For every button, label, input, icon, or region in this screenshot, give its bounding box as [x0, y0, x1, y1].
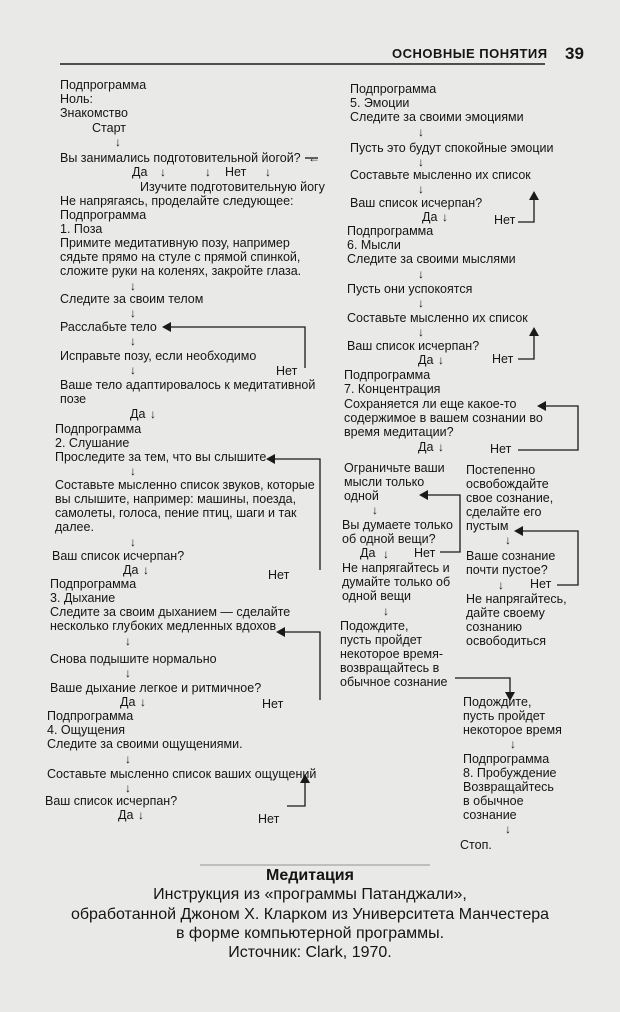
no-label: Нет: [494, 213, 516, 227]
arrow-down: ↓: [130, 363, 136, 377]
arrow-down: ↓: [418, 267, 424, 281]
arrow-down: ↓: [115, 135, 121, 149]
thoughts-watch: Следите за своими мыслями: [347, 252, 516, 266]
yes-label: Да: [118, 808, 134, 822]
arrow-down: ↓: [383, 547, 389, 561]
arrow-down: ↓: [130, 306, 136, 320]
wait-return-5: обычное сознание: [340, 675, 448, 689]
no-label: Нет: [268, 568, 290, 582]
arrow-down: ↓: [138, 808, 144, 822]
breath-question: Ваше дыхание легкое и ритмичное?: [50, 681, 262, 695]
no-label: Нет: [414, 546, 436, 560]
sub5-label: Подпрограмма: [350, 82, 437, 96]
sub8-label: Подпрограмма: [463, 752, 550, 766]
sounds-1: Составьте мысленно список звуков, которые: [55, 478, 315, 492]
sens-watch: Следите за своими ощущениями.: [47, 737, 243, 751]
sub7-label: Подпрограмма: [344, 368, 431, 382]
dont-strain-1: Не напрягайтесь и: [342, 561, 450, 575]
yes-label: Да: [130, 407, 146, 421]
caption-line-2: обработанной Джоном X. Кларком из Университета Манчестера: [70, 906, 550, 923]
arrow-down: ↓: [130, 334, 136, 348]
yes-label: Да: [422, 210, 438, 224]
caption-line-1: Инструкция из «программы Патанджали»,: [153, 886, 467, 903]
yoga-study: Изучите подготовительную йогу: [140, 180, 325, 194]
relax-intro: Не напрягаясь, проделайте следующее:: [60, 194, 294, 208]
let-free-3: сознанию: [466, 620, 523, 634]
sub3-label: Подпрограмма: [50, 577, 137, 591]
caption-line-3: в форме компьютерной программы.: [175, 925, 445, 942]
think-one-1: Вы думаете только: [342, 518, 453, 532]
arrow-down: ↓: [372, 503, 378, 517]
running-header: ОСНОВНЫЕ ПОНЯТИЯ: [392, 46, 548, 61]
arrow-down: ↓: [418, 296, 424, 310]
wait-return-4: возвращайтесь в: [340, 661, 440, 675]
pose-line-2: сядьте прямо на стуле с прямой спинкой,: [60, 250, 301, 264]
sub5-name: 5. Эмоции: [350, 96, 410, 110]
dont-strain-2: думайте только об: [342, 575, 451, 589]
arrow-down: ↓: [510, 737, 516, 751]
arrow-down: ↓: [205, 165, 211, 179]
yes-label: Да: [132, 165, 148, 179]
no-label: Нет: [262, 697, 284, 711]
limit-3: одной: [344, 489, 379, 503]
arrow-down: ↓: [125, 752, 131, 766]
no-label: Нет: [225, 165, 247, 179]
think-one-2: об одной вещи?: [342, 532, 436, 546]
list-done-2: Ваш список исчерпан?: [45, 794, 178, 808]
empty-q-1: Ваше сознание: [466, 549, 556, 563]
sub4-label: Подпрограмма: [47, 709, 134, 723]
thoughts-list-done: Ваш список исчерпан?: [347, 339, 480, 353]
yes-label: Да: [123, 563, 139, 577]
free-4: сделайте его: [466, 505, 542, 519]
body-adapted-1: Ваше тело адаптировалось к медитативной: [60, 378, 316, 392]
stop-label: Стоп.: [460, 838, 492, 852]
arrow-down: ↓: [125, 666, 131, 680]
yes-label: Да: [120, 695, 136, 709]
free-1: Постепенно: [466, 463, 536, 477]
sounds-3: самолеты, голоса, пение птиц, шаги и так: [55, 506, 297, 520]
dont-strain-3: одной вещи: [342, 589, 412, 603]
fix-pose: Исправьте позу, если необходимо: [60, 349, 257, 363]
relax-body: Расслабьте тело: [60, 320, 157, 334]
sens-list: Составьте мысленно список ваших ощущений: [47, 767, 317, 781]
conc-3: время медитации?: [344, 425, 454, 439]
sounds-2: вы слышите, например: машины, поезда,: [55, 492, 297, 506]
arrow-down: ↓: [130, 464, 136, 478]
limit-2: мысли только: [344, 475, 425, 489]
arrow-down: ↓: [438, 440, 444, 454]
breath-1: Следите за своим дыханием — сделайте: [50, 605, 291, 619]
yes-label: Да: [418, 353, 434, 367]
caption-line-4: Источник: Clark, 1970.: [228, 944, 392, 961]
sub2-name: 2. Слушание: [55, 436, 130, 450]
wake-3: сознание: [463, 808, 517, 822]
wait-return-2: пусть пройдет: [340, 633, 423, 647]
limit-1: Ограничьте ваши: [344, 461, 445, 475]
arrow-down: ↓: [438, 353, 444, 367]
arrow-down: ↓: [418, 155, 424, 169]
arrow-down: ↓: [130, 535, 136, 549]
arrow-down: ↓: [442, 210, 448, 224]
wait-return-1: Подождите,: [340, 619, 409, 633]
yoga-question: Вы занимались подготовительной йогой?: [60, 151, 301, 165]
sub1-label: Подпрограмма: [60, 208, 147, 222]
sub0-label: Подпрограмма: [60, 78, 147, 92]
no-label: Нет: [492, 352, 514, 366]
arrow-down: ↓: [505, 822, 511, 836]
sub3-name: 3. Дыхание: [50, 591, 116, 605]
no-label: Нет: [258, 812, 280, 826]
emo-calm: Пусть это будут спокойные эмоции: [350, 141, 554, 155]
empty-q-2: почти пустое?: [466, 563, 548, 577]
emo-list-done: Ваш список исчерпан?: [350, 196, 483, 210]
pose-line-3: сложите руки на коленях, закройте глаза.: [60, 264, 302, 278]
arrow-down: ↓: [418, 325, 424, 339]
pose-line-1: Примите медитативную позу, например: [60, 236, 290, 250]
wait-2: пусть пройдет: [463, 709, 546, 723]
sub6-name: 6. Мысли: [347, 238, 401, 252]
yes-label: Да: [360, 546, 376, 560]
arrow-down: ↓: [498, 578, 504, 592]
arrow-down: ↓: [125, 781, 131, 795]
arrow-down: ↓: [160, 165, 166, 179]
wake-2: в обычное: [463, 794, 524, 808]
start-label: Старт: [92, 121, 126, 135]
conc-1: Сохраняется ли еще какое-то: [344, 397, 517, 411]
body-adapted-2: позе: [60, 392, 87, 406]
page-number: 39: [565, 44, 584, 63]
free-3: свое сознание,: [466, 491, 554, 505]
sounds-4: далее.: [55, 520, 94, 534]
let-free-1: Не напрягайтесь,: [466, 592, 567, 606]
sub1-name: 1. Поза: [60, 222, 103, 236]
sub8-name: 8. Пробуждение: [463, 766, 557, 780]
emo-watch: Следите за своими эмоциями: [350, 110, 524, 124]
no-label: Нет: [490, 442, 512, 456]
arrow-left: ←: [308, 151, 320, 165]
sub0-intro: Знакомство: [60, 106, 128, 120]
listen: Проследите за тем, что вы слышите: [55, 450, 267, 464]
wait-1: Подождите,: [463, 695, 532, 709]
no-label: Нет: [276, 364, 298, 378]
sub7-name: 7. Концентрация: [344, 382, 441, 396]
arrow-down: ↓: [383, 604, 389, 618]
arrow-down: ↓: [150, 407, 156, 421]
arrow-down: ↓: [418, 125, 424, 139]
body-watch: Следите за своим телом: [60, 292, 204, 306]
sub4-name: 4. Ощущения: [47, 723, 126, 737]
caption-title: Медитация: [266, 867, 354, 884]
free-5: пустым: [466, 519, 509, 533]
free-2: освобождайте: [466, 477, 549, 491]
arrow-down: ↓: [140, 695, 146, 709]
arrow-down: ↓: [265, 165, 271, 179]
wait-3: некоторое время: [463, 723, 562, 737]
no-label: Нет: [530, 577, 552, 591]
list-done: Ваш список исчерпан?: [52, 549, 185, 563]
breath-normal: Снова подышите нормально: [50, 652, 217, 666]
conc-2: содержимое в вашем сознании во: [344, 411, 543, 425]
thoughts-list: Составьте мысленно их список: [347, 311, 528, 325]
let-free-2: дайте своему: [466, 606, 545, 620]
arrow-down: ↓: [125, 634, 131, 648]
yes-label: Да: [418, 440, 434, 454]
emo-list: Составьте мысленно их список: [350, 168, 531, 182]
sub2-label: Подпрограмма: [55, 422, 142, 436]
thoughts-calm: Пусть они успокоятся: [347, 282, 473, 296]
arrow-down: ↓: [418, 182, 424, 196]
arrow-down: ↓: [130, 279, 136, 293]
sub6-label: Подпрограмма: [347, 224, 434, 238]
breath-2: несколько глубоких медленных вдохов: [50, 619, 277, 633]
wake-1: Возвращайтесь: [463, 780, 554, 794]
arrow-down: ↓: [505, 533, 511, 547]
sub0-name: Ноль:: [60, 92, 93, 106]
arrow-down: ↓: [143, 563, 149, 577]
let-free-4: освободиться: [466, 634, 547, 648]
wait-return-3: некоторое время-: [340, 647, 444, 661]
